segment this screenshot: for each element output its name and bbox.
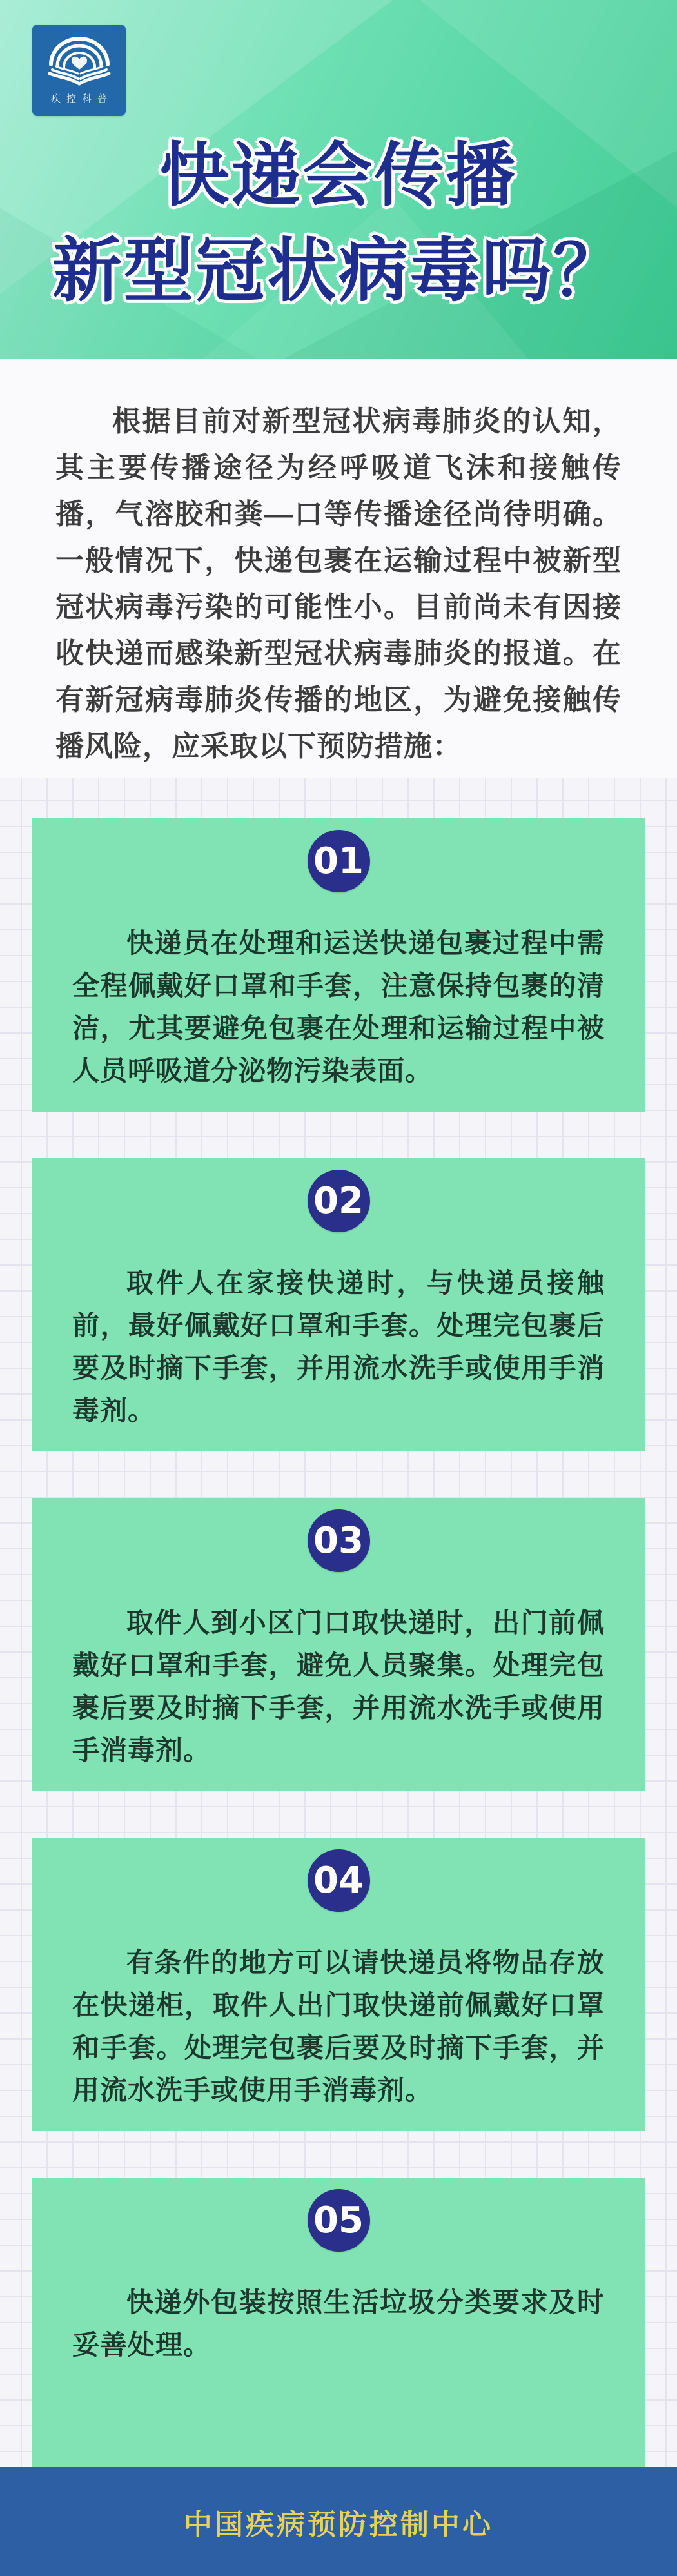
intro-paragraph: 根据目前对新型冠状病毒肺炎的认知，其主要传播途径为经呼吸道飞沫和接触传播，气溶胶和粪—口等传播途径尚待明确。一般情况下，快递包裹在运输过程中被新型冠状病毒污染的可能性小。目前尚未有因接收快递而感染新型冠状病毒肺炎的报道。在有新冠病毒肺炎传播的地区，为避免接触传播风险，应采取以下预防措施： [55,406,622,762]
page-title [0,128,677,319]
measure-number-badge: 05 [308,2189,370,2252]
measure-text: 快递外包装按照生活垃圾分类要求及时妥善处理。 [72,2287,605,2360]
logo-caption: 疾控科普 [50,93,113,104]
measure-card-3 [32,1498,645,1791]
measure-text: 取件人在家接快递时，与快递员接触前，最好佩戴好口罩和手套。处理完包裹后要及时摘下手套，并用流水洗手或使用手消毒剂。 [72,1268,605,1426]
measure-card-4 [32,1838,645,2131]
intro-section [0,359,677,778]
cdc-logo [32,25,126,116]
measures-section [0,778,677,2467]
book-rainbow-heart-icon [43,31,115,93]
measure-number-badge: 01 [308,830,370,892]
title-line-1: 快递会传播 [159,136,518,214]
measure-text: 快递员在处理和运送快递包裹过程中需全程佩戴好口罩和手套，注意保持包裹的清洁，尤其要避免包裹在处理和运输过程中被人员呼吸道分泌物污染表面。 [72,928,605,1086]
hero-section [0,0,677,359]
measure-number-badge: 03 [308,1509,370,1572]
measure-text: 取件人到小区门口取快递时，出门前佩戴好口罩和手套，避免人员聚集。处理完包裹后要及时摘下手套，并用流水洗手或使用手消毒剂。 [72,1608,605,1765]
measure-number-badge: 02 [308,1170,370,1232]
footer-bar [0,2467,677,2576]
title-line-2: 新型冠状病毒吗？ [52,231,625,310]
footer-credit: 中国疾病预防控制中心 [184,2508,493,2541]
measure-number-badge: 04 [308,1849,370,1912]
measure-card-5 [32,2178,645,2468]
measure-card-1 [32,818,645,1112]
measure-text: 有条件的地方可以请快递员将物品存放在快递柜，取件人出门取快递前佩戴好口罩和手套。处理完包裹后要及时摘下手套，并用流水洗手或使用手消毒剂。 [72,1947,605,2105]
measure-card-2 [32,1158,645,1451]
